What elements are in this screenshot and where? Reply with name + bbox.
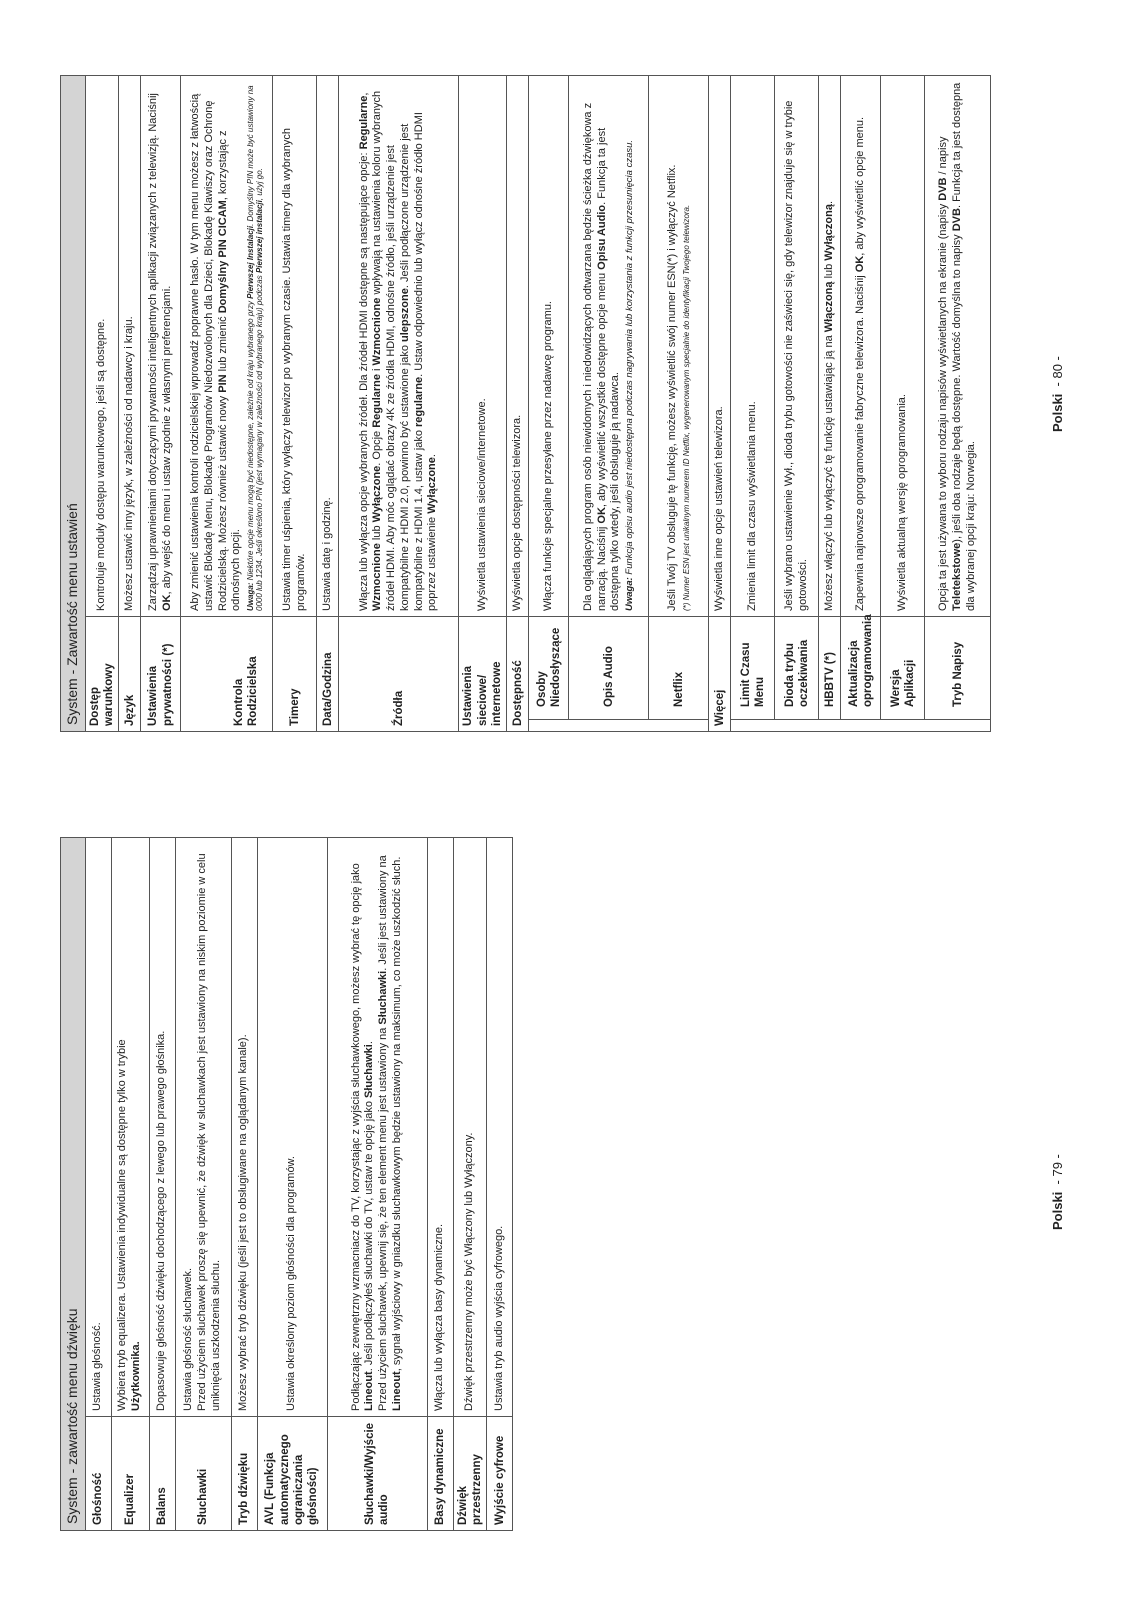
bold: regularne [412, 376, 425, 427]
row-desc: Dopasowuje głośność dźwięku dochodzącego z lewego lub prawego głośnika. [149, 838, 175, 1417]
page-footer-right [1050, 312, 1065, 432]
row-desc-bold: Użytkownika. [130, 1341, 142, 1411]
row-label: Tryb Napisy [925, 617, 991, 720]
indent-cell [569, 720, 649, 732]
row-label: Limit Czasu Menu [731, 617, 775, 720]
row-label: Więcej [709, 617, 731, 732]
bold: OK [854, 255, 866, 273]
text: Aby zmienić ustawienia kontroli rodzicielskiej wprowadź poprawne hasło. W tym menu możesz z łatwością ustawić Blokadę Menu, Blokadę Programów Niedozwolonych dla Dzieci, Blokadę Klawiszy oraz Ochronę Rodzicielską. Możesz również ustawić nowy [189, 93, 229, 611]
row-label: Wersja Aplikacji [881, 617, 925, 720]
row-label: Ustawienia sieciowe/ internetowe [459, 617, 507, 732]
bold: Słuchawki [377, 970, 389, 1025]
text: ), jeśli oba rodzaje będą dostępne. Wartość domyślna to napisy [951, 231, 963, 543]
row-desc: Ustawia tryb audio wyjścia cyfrowego. [487, 838, 513, 1417]
text: Włącza lub wyłącza opcje wybranych źródeł. Dla źródeł HDMI dostępne są następujące opcje: [357, 149, 370, 611]
bold: OK [160, 594, 173, 611]
row-desc: Ustawia timer uśpienia, który wyłączy telewizor po wybranym czasie. Ustawia timery dla wybranych programów. [273, 76, 317, 617]
text: . Jeśli podłączyłeś słuchawki do TV, ustaw te opcję jako [363, 1097, 376, 1372]
bold: Regularne [371, 374, 384, 428]
row-label: Wyjście cyfrowe [487, 1417, 513, 1531]
row-desc [925, 76, 991, 617]
text: . Opcje [371, 427, 384, 466]
row-desc: Możesz wybrać tryb dźwięku (jeśli jest to obsługiwane na oglądanym kanale). [231, 838, 257, 1417]
bold: Wyłączone [426, 457, 439, 514]
text: lub [371, 522, 384, 544]
text: . Funkcja ta jest dostępna tylko wtedy, jeśli obsługuje ją nadawca. [595, 127, 622, 611]
text: , aby wyświetlić opcje menu. [854, 116, 866, 256]
text: lub zmienić [216, 313, 229, 375]
row-desc: Ustawia datę i godzinę. [317, 76, 339, 617]
row-label: Słuchawki [175, 1417, 231, 1531]
bold: Uwaga: [624, 577, 636, 611]
row-desc: Włącza lub wyłącza basy dynamiczne. [427, 838, 453, 1417]
text: Zapewnia najnowsze oprogramowanie fabryczne telewizora. Naciśnij [854, 272, 866, 611]
row-label: Dźwięk przestrzenny [453, 1417, 487, 1531]
row-label: Język [119, 617, 141, 732]
row-desc: Wyświetla aktualną wersję oprogramowania. [881, 76, 925, 617]
row-desc: Wyświetla ustawienia sieciowe/internetowe. [459, 76, 507, 617]
bold: Pierwszej instalacji [255, 200, 265, 274]
row-desc: Ustawia głośność. [85, 838, 111, 1417]
indent-cell [529, 720, 569, 732]
text: . Jeśli jest ustawiony na [377, 855, 389, 971]
indent-cell [841, 720, 881, 732]
row-label: Dioda trybu oczekiwania [775, 617, 819, 720]
text: Przed użyciem słuchawek, upewnij się, że ten element menu jest ustawiony na [377, 1024, 389, 1411]
bold: Wzmocnione [371, 543, 384, 611]
footer-lang: Polski [1050, 393, 1065, 432]
row-desc [141, 76, 181, 617]
row-desc: Dźwięk przestrzenny może być Włączony lub Wyłączony. [453, 838, 487, 1417]
row-label: Basy dynamiczne [427, 1417, 453, 1531]
row-desc-text: Przed użyciem słuchawek proszę się upewnić, że dźwięk w słuchawkach jest ustawiony na niskim poziomie w celu uniknięcia uszkodzenia słuchu. [196, 853, 222, 1411]
row-desc: Kontroluje moduły dostępu warunkowego, jeśli są dostępne. [85, 76, 119, 617]
bold: Uwaga: [246, 582, 256, 611]
row-desc-text: Wybiera tryb equalizera. Ustawienia indywidualne są dostępne tylko w trybie [116, 1039, 129, 1411]
indent-cell [819, 720, 841, 732]
footer-page-number: - 80 - [1050, 356, 1065, 387]
text: , korzystając z odnośnych opcji. [216, 130, 243, 611]
row-label: Aktualizacja oprogramowania [841, 617, 881, 720]
row-desc [339, 76, 459, 617]
bold: Regularne [357, 95, 370, 150]
row-desc: Wyświetla inne opcje ustawień telewizora. [709, 76, 731, 617]
bold: DVB [951, 208, 963, 232]
indent-cell [731, 720, 775, 732]
settings-table-title: System - Zawartość menu ustawień [61, 76, 86, 732]
audio-menu-table-wrap [60, 838, 513, 1531]
text: i [371, 365, 384, 374]
note [625, 81, 636, 611]
audio-table-title: System - zawartość menu dźwięku [61, 838, 86, 1531]
row-label: Głośność [85, 1417, 111, 1531]
row-desc [181, 76, 273, 617]
row-desc: Włącza funkcje specjalne przesyłane przez nadawcę programu. [529, 76, 569, 617]
text: . [823, 200, 835, 205]
row-label: Dostęp warunkowy [85, 617, 119, 732]
row-desc [111, 838, 149, 1417]
row-desc [569, 76, 649, 617]
text: . Domyślny PIN może być ustawiony na 0000 lub 1234. Jeśli określono PIN (jest wymagany w zależności od wybranego kraju) podczas [246, 85, 265, 611]
text: wpływają na ustawienia koloru wybranych źródeł HDMI. Aby móc oglądać obrazy 4K ze źródła HDMI, odnośne źródło, jeśli urządzenie jest kompatybilne z HDMI 2.0, powinno być ustawione jako [371, 90, 411, 611]
text: , [357, 92, 370, 96]
text: Podłączając zewnętrzny wzmacniacz do TV, korzystając z wyjścia słuchawkowego, możesz wybrać tę opcję jako [349, 863, 362, 1411]
bold: Wyłączone [371, 465, 384, 523]
row-desc: Zmienia limit dla czasu wyświetlania menu. [731, 76, 775, 617]
text: Funkcja opisu audio jest niedostępna podczas nagrywania lub korzystania z funkcji przesunięcia czasu. [624, 139, 636, 578]
row-label: Dostępność [507, 617, 529, 732]
row-desc [819, 76, 841, 617]
bold: ulepszone [398, 288, 411, 342]
bold: Domyślny PIN CICAM [216, 200, 229, 314]
settings-menu-table [60, 75, 991, 732]
audio-menu-table [60, 837, 513, 1531]
bold: Opisu Audio [595, 204, 608, 270]
note [246, 81, 264, 611]
row-desc [649, 76, 709, 617]
text: / napisy [937, 136, 950, 178]
text: . Ustaw odpowiednio lub wyłącz odnośne źródło HDMI poprzez ustawienie [412, 112, 439, 611]
text: , aby wyświetlić wszystkie dostępne opcje menu [595, 269, 608, 508]
row-label: HBBTV (*) [819, 617, 841, 720]
bold: Pierwszej Instalacji [246, 225, 256, 299]
row-label: Equalizer [111, 1417, 149, 1531]
bold: Słuchawki [363, 1044, 376, 1098]
row-label: Data/Godzina [317, 617, 339, 732]
bold: OK [595, 507, 608, 524]
text: Dla oglądających program osób niewidomych i niedowidzących odtwarzana będzie ścieżka dźwiękowa z narracją. Naciśnij [581, 102, 608, 611]
row-label: Opis Audio [569, 617, 649, 720]
row-label: Tryb dźwięku [231, 1417, 257, 1531]
row-label: Balans [149, 1417, 175, 1531]
row-desc: Ustawia określony poziom głośności dla programów. [257, 838, 327, 1417]
bold: PIN [216, 374, 229, 393]
row-desc [175, 838, 231, 1417]
bold: Lineout [390, 1371, 403, 1411]
row-desc [841, 76, 881, 617]
indent-cell [775, 720, 819, 732]
text: Niektóre opcje menu mogą być niedostępne, zależnie od kraju wybranego przy [246, 298, 256, 583]
row-label: Źródła [339, 617, 459, 732]
text: Zarządzaj uprawnieniami dotyczącymi prywatności inteligentnych aplikacji związanych z telewizją. Naciśnij [147, 93, 159, 611]
note: (*) Numer ESN jest unikalnym numerem ID Netflix, wygenerowanym specjalnie do identyfikacji Twojego telewizora. [682, 204, 692, 611]
text: , aby wejść do menu i ustaw zgodnie z własnymi preferencjami. [160, 285, 173, 595]
row-desc [327, 838, 427, 1417]
row-label: Słuchawki/Wyjście audio [327, 1417, 427, 1531]
text: . [363, 1041, 376, 1045]
bold: Teletekstowe [951, 542, 963, 611]
row-label: Netflix [649, 617, 709, 720]
bold: Wzmocnione [371, 297, 384, 366]
text: . Funkcja ta jest dostępna dla wybranej opcji kraju: Norwegia. [951, 82, 977, 611]
bold: DVB [937, 177, 950, 201]
text: , sygnał wyjściowy w gniazdku słuchawkowym będzie ustawiony na maksimum, co może uszkodzić słuch. [390, 856, 403, 1372]
text: lub [823, 260, 835, 282]
bold: Włączoną [823, 281, 835, 333]
text: . Jeśli podłączone urządzenie jest kompatybilne z HDMI 1.4, ustaw jako [398, 123, 425, 611]
bold: Wyłączoną [823, 204, 835, 261]
settings-menu-table-wrap [60, 76, 991, 732]
indent-cell [925, 720, 991, 732]
indent-cell [649, 720, 709, 732]
row-desc-text: Ustawia głośność słuchawek. [182, 1267, 195, 1411]
page-footer-left [1050, 1110, 1065, 1230]
row-label: AVL (Funkcja automatycznego ograniczania głośności) [257, 1417, 327, 1531]
row-desc: Możesz ustawić inny język, w zależności od nadawcy i kraju. [119, 76, 141, 617]
text: , użyj go. [255, 168, 265, 201]
indent-cell [881, 720, 925, 732]
footer-lang: Polski [1050, 1191, 1065, 1230]
bold: Lineout [363, 1371, 376, 1411]
footer-page-number: - 79 - [1050, 1154, 1065, 1185]
row-label: Ustawienia prywatności (*) [141, 617, 181, 732]
text: Możesz włączyć lub wyłączyć tę funkcję ustawiając ją na [823, 332, 835, 611]
row-desc: Jeśli wybrano ustawienie Wył., dioda trybu gotowości nie zaświeci się, gdy telewizor znajduje się w trybie gotowości. [775, 76, 819, 617]
row-desc: Wyświetla opcje dostępności telewizora. [507, 76, 529, 617]
text: Jeśli Twój TV obsługuje tę funkcję, możesz wyświetlić swój numer ESN(*) i wyłączyć Netflix. [666, 164, 679, 611]
text: Opcja ta jest używana to wyboru rodzaju napisów wyświetlanych na ekranie (napisy [937, 200, 950, 611]
row-label: Kontrola Rodzicielska [181, 617, 273, 732]
row-label: Osoby Niedosłyszące [529, 617, 569, 720]
text: . [426, 454, 439, 458]
row-label: Timery [273, 617, 317, 732]
